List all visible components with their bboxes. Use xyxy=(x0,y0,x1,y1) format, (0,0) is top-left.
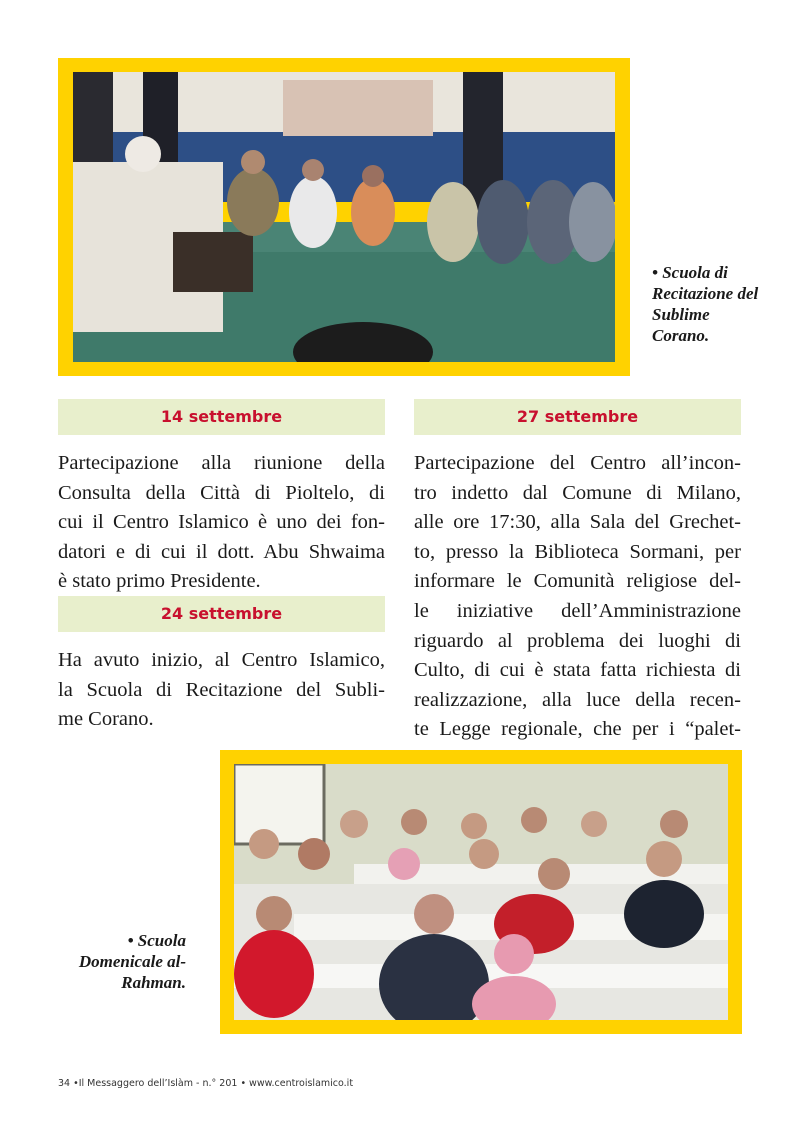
photo-caption-top: • Scuola di Recitazione del Sublime Corano. xyxy=(652,263,759,345)
photo-quran-school-meeting xyxy=(73,72,615,362)
date-header-14-september: 14 settembre xyxy=(58,399,385,435)
text-line: Ha avuto inizio, al Centro Islamico, xyxy=(58,649,385,671)
paragraph-24-september xyxy=(58,646,385,735)
paragraph-27-september xyxy=(414,449,741,745)
text-line: alle ore 17:30, alla Sala del Grechet- xyxy=(414,511,741,534)
text-line: Consulta della Città di Pioltelo, di xyxy=(58,481,385,504)
paragraph-14-september xyxy=(58,449,385,597)
text-line: Culto, di cui è stata fatta richiesta di xyxy=(414,659,741,682)
photo-frame-top xyxy=(58,58,630,376)
text-line: è stato primo Presidente. xyxy=(58,570,261,593)
text-line: la Scuola di Recitazione del Subli- xyxy=(58,678,385,701)
text-line: Partecipazione del Centro all’incon- xyxy=(414,452,741,474)
photo-frame-bottom xyxy=(220,750,742,1034)
text-line: riguardo al problema dei luoghi di xyxy=(414,629,741,652)
text-line: le iniziative dell’Amministrazione xyxy=(414,599,741,622)
text-line: cui il Centro Islamico è uno dei fon- xyxy=(58,511,385,534)
photo-sunday-school-children xyxy=(234,764,728,1020)
text-line: Partecipazione alla riunione della xyxy=(58,452,385,474)
date-header-24-september: 24 settembre xyxy=(58,596,385,632)
text-line: tro indetto dal Comune di Milano, xyxy=(414,481,741,504)
text-line: informare le Comunità religiose del- xyxy=(414,570,741,593)
page-footer: 34 •Il Messaggero dell’Islàm - n.° 201 • www.centroislamico.it xyxy=(58,1078,354,1089)
text-line: te Legge regionale, che per i “palet- xyxy=(414,718,741,741)
date-header-27-september: 27 settembre xyxy=(414,399,741,435)
text-line: datori e di cui il dott. Abu Shwaima xyxy=(58,540,385,563)
text-line: realizzazione, alla luce della recen- xyxy=(414,688,741,711)
photo-caption-bottom: • Scuola Domenicale al-Rahman. xyxy=(78,931,186,992)
text-line: me Corano. xyxy=(58,708,154,731)
text-line: to, presso la Biblioteca Sormani, per xyxy=(414,540,741,563)
